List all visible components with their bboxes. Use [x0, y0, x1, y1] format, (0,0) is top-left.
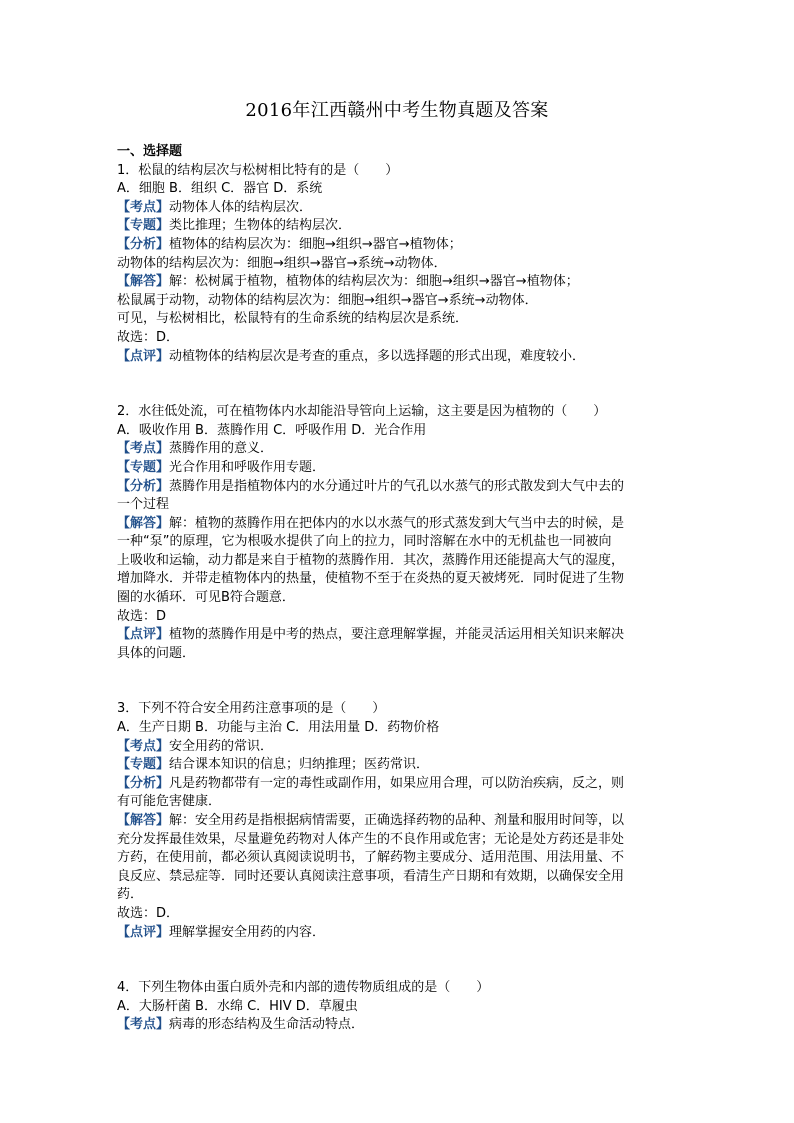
- question-2-zhuanti: 【专题】光合作用和呼吸作用专题．: [117, 459, 326, 475]
- question-2-jieda-line: 圈的水循环．可见B符合题意．: [117, 590, 295, 606]
- question-3-jieda-line: 方药，在使用前，都必须认真阅读说明书，了解药物主要成分、适用范围、用法用量、不: [117, 850, 625, 866]
- question-4: [117, 979, 677, 1035]
- question-1-dianping: 【点评】动植物体的结构层次是考查的重点，多以选择题的形式出现，难度较小．: [117, 348, 586, 364]
- tag-kaodian: 【考点】: [117, 1017, 170, 1033]
- tag-jieda: 【解答】: [117, 274, 170, 290]
- question-3-dianping: 【点评】理解掌握安全用药的内容．: [117, 924, 326, 940]
- question-1-answer: 故选：D．: [117, 329, 180, 345]
- question-4-options: A．大肠杆菌 B．水绵 C．HIV D．草履虫: [117, 998, 358, 1014]
- question-2-jieda-line: 上吸收和运输，动力都是来自于植物的蒸腾作用．其次，蒸腾作用还能提高大气的湿度，: [117, 552, 625, 568]
- tag-zhuanti: 【专题】: [117, 757, 170, 773]
- question-1: [117, 162, 677, 367]
- document-title: 2016年江西赣州中考生物真题及答案: [245, 100, 549, 121]
- question-3: [117, 700, 677, 942]
- question-1-jieda: 【解答】解：松树属于植物，植物体的结构层次为：细胞→组织→器官→植物体；: [117, 274, 579, 290]
- question-3-fenxi: 【分析】凡是药物都带有一定的毒性或副作用，如果应用合理，可以防治疾病，反之，则: [117, 775, 625, 791]
- question-spacer: [117, 942, 677, 979]
- question-2: [117, 403, 677, 663]
- question-1-options: A．细胞 B．组织 C．器官 D．系统: [117, 181, 323, 197]
- tag-jieda: 【解答】: [117, 813, 170, 828]
- question-2-options: A．吸收作用 B．蒸腾作用 C．呼吸作用 D．光合作用: [117, 422, 427, 438]
- question-3-jieda-line: 良反应、禁忌症等．同时还要认真阅读注意事项，看清生产日期和有效期，以确保安全用: [117, 868, 625, 884]
- question-1-jieda-line: 松鼠属于动物，动物体的结构层次为：细胞→组织→器官→系统→动物体．: [117, 292, 538, 308]
- question-1-jieda-line: 可见，与松树相比，松鼠特有的生命系统的结构层次是系统．: [117, 311, 469, 327]
- question-1-stem: 1．松鼠的结构层次与松树相比特有的是（ ）: [117, 162, 399, 178]
- question-3-fenxi-line: 有可能危害健康．: [117, 794, 222, 810]
- question-1-fenxi: 【分析】植物体的结构层次为：细胞→组织→器官→植物体；: [117, 236, 462, 252]
- question-spacer: [117, 366, 677, 403]
- question-2-answer: 故选：D: [117, 608, 167, 624]
- question-2-stem: 2．水往低处流，可在植物体内水却能沿导管向上运输，这主要是因为植物的（ ）: [117, 404, 607, 420]
- question-2-jieda: 【解答】解：植物的蒸腾作用在把体内的水以水蒸气的形式蒸发到大气当中去的时候，是: [117, 515, 625, 531]
- question-4-kaodian: 【考点】病毒的形态结构及生命活动特点．: [117, 1017, 365, 1033]
- question-spacer: [117, 663, 677, 700]
- tag-kaodian: 【考点】: [117, 441, 170, 457]
- section-heading: 一、选择题: [117, 144, 183, 159]
- question-3-zhuanti: 【专题】结合课本知识的信息；归纳推理；医药常识．: [117, 757, 430, 773]
- question-4-stem: 4．下列生物体由蛋白质外壳和内部的遗传物质组成的是（ ）: [117, 980, 490, 996]
- question-3-jieda-line: 充分发挥最佳效果，尽量避免药物对人体产生的不良作用或危害；无论是处方药还是非处: [117, 831, 625, 847]
- question-2-dianping: 【点评】植物的蒸腾作用是中考的热点，要注意理解掌握，并能灵活运用相关知识来解决: [117, 627, 625, 643]
- question-2-fenxi-line: 一个过程: [117, 497, 170, 513]
- question-2-fenxi: 【分析】蒸腾作用是指植物体内的水分通过叶片的气孔以水蒸气的形式散发到大气中去的: [117, 478, 625, 494]
- tag-kaodian: 【考点】: [117, 738, 170, 754]
- question-3-kaodian: 【考点】安全用药的常识．: [117, 738, 274, 754]
- question-3-options: A．生产日期 B．功能与主治 C．用法用量 D．药物价格: [117, 720, 440, 736]
- tag-dianping: 【点评】: [117, 348, 170, 364]
- tag-dianping: 【点评】: [117, 924, 170, 940]
- tag-zhuanti: 【专题】: [117, 218, 170, 234]
- tag-kaodian: 【考点】: [117, 199, 170, 215]
- question-3-stem: 3．下列不符合安全用药注意事项的是（ ）: [117, 701, 386, 717]
- question-2-jieda-line: 一种“泵”的原理，它为根吸水提供了向上的拉力，同时溶解在水中的无机盐也一同被向: [117, 534, 612, 550]
- question-3-answer: 故选：D．: [117, 905, 180, 921]
- question-3-jieda: 【解答】解：安全用药是指根据病情需要，正确选择药物的品种、剂量和服用时间等，以: [117, 813, 625, 828]
- tag-zhuanti: 【专题】: [117, 459, 170, 475]
- tag-fenxi: 【分析】: [117, 775, 170, 791]
- tag-fenxi: 【分析】: [117, 478, 170, 494]
- question-2-jieda-line: 增加降水．并带走植物体内的热量，使植物不至于在炎热的夏天被烤死．同时促进了生物: [117, 571, 625, 587]
- question-1-fenxi-line: 动物体的结构层次为：细胞→组织→器官→系统→动物体．: [117, 255, 447, 271]
- tag-jieda: 【解答】: [117, 515, 170, 531]
- question-2-dianping-line: 具体的问题．: [117, 645, 196, 661]
- document-body: [117, 143, 677, 1035]
- question-1-kaodian: 【考点】动物体人体的结构层次．: [117, 199, 313, 215]
- tag-fenxi: 【分析】: [117, 236, 170, 252]
- tag-dianping: 【点评】: [117, 627, 170, 643]
- question-1-zhuanti: 【专题】类比推理；生物体的结构层次．: [117, 218, 352, 234]
- question-3-jieda-line: 药．: [117, 887, 144, 903]
- question-2-kaodian: 【考点】蒸腾作用的意义．: [117, 441, 274, 457]
